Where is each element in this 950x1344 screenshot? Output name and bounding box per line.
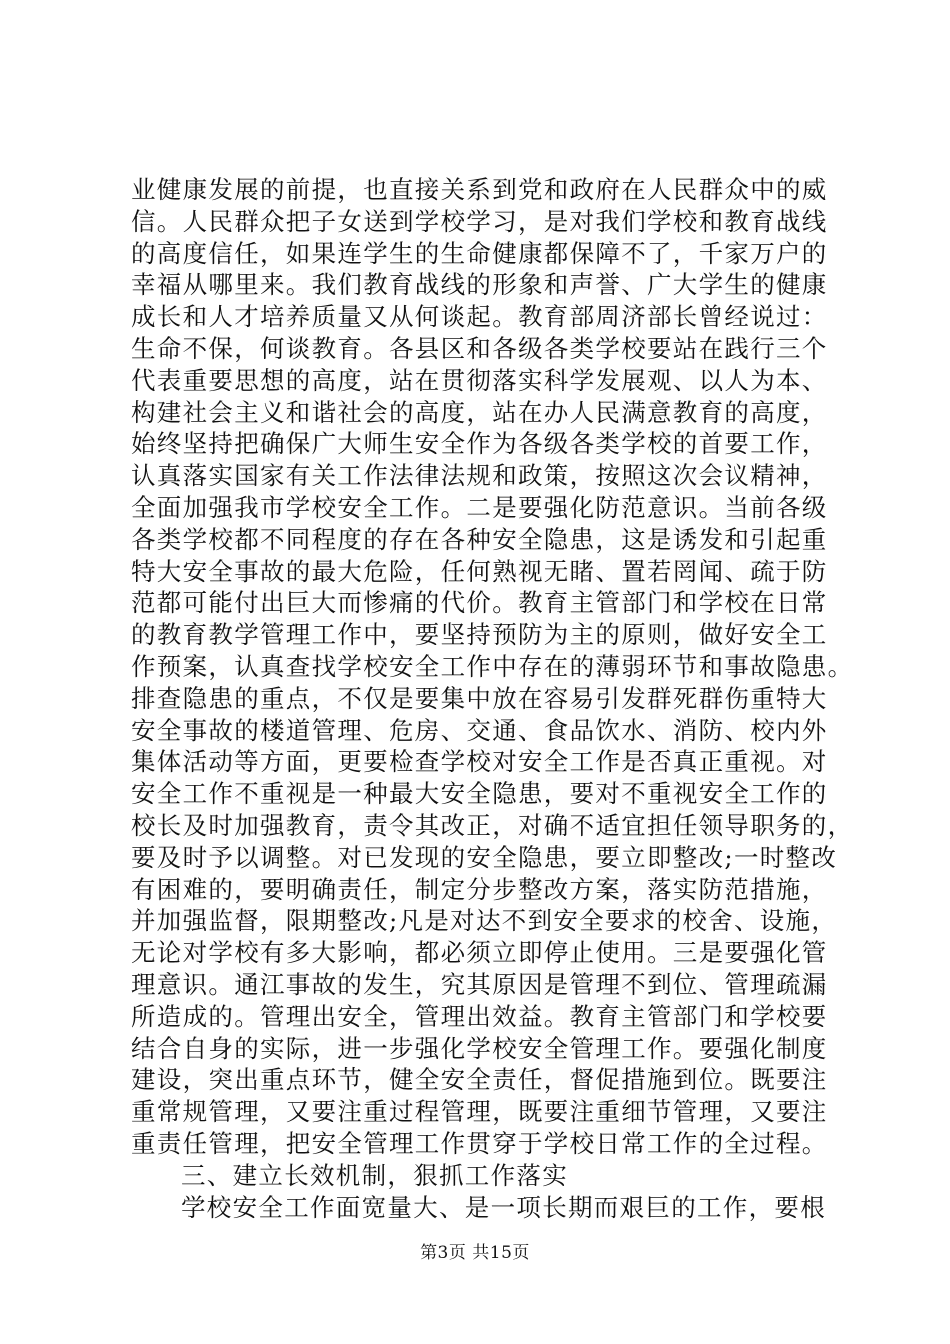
text-line: 范都可能付出巨大而惨痛的代价。教育主管部门和学校在日常: [131, 588, 828, 618]
text-line: 业健康发展的前提，也直接关系到党和政府在人民群众中的威: [131, 175, 828, 204]
text-line: 集体活动等方面，更要检查学校对安全工作是否真正重视。对: [131, 747, 828, 777]
text-line: 所造成的。管理出安全，管理出效益。教育主管部门和学校要: [131, 1001, 828, 1031]
text-line: 校长及时加强教育，责令其改正，对确不适宜担任领导职务的，: [131, 810, 854, 840]
page-indicator: 第3页 共15页: [420, 1243, 530, 1263]
text-line: 理意识。通江事故的发生，究其原因是管理不到位、管理疏漏: [131, 969, 828, 999]
text-line: 代表重要思想的高度，站在贯彻落实科学发展观、以人为本、: [131, 365, 828, 395]
text-line: 结合自身的实际，进一步强化学校安全管理工作。要强化制度: [131, 1033, 828, 1063]
text-line: 重责任管理，把安全管理工作贯穿于学校日常工作的全过程。: [131, 1128, 828, 1158]
section-heading: 三、建立长效机制，狠抓工作落实: [181, 1160, 568, 1190]
text-line: 作预案，认真查找学校安全工作中存在的薄弱环节和事故隐患。: [131, 651, 854, 681]
text-line: 成长和人才培养质量又从何谈起。教育部周济部长曾经说过：: [131, 302, 828, 332]
text-line: 认真落实国家有关工作法律法规和政策，按照这次会议精神，: [131, 461, 828, 491]
text-line: 特大安全事故的最大危险，任何熟视无睹、置若罔闻、疏于防: [131, 556, 828, 586]
text-line: 重常规管理，又要注重过程管理，既要注重细节管理，又要注: [131, 1097, 828, 1127]
text-line: 构建社会主义和谐社会的高度，站在办人民满意教育的高度，: [131, 397, 828, 427]
text-line: 各类学校都不同程度的存在各种安全隐患，这是诱发和引起重: [131, 524, 828, 554]
text-line: 信。人民群众把子女送到学校学习，是对我们学校和教育战线: [131, 206, 828, 236]
text-line: 要及时予以调整。对已发现的安全隐患，要立即整改;一时整改: [131, 842, 838, 872]
text-line: 安全事故的楼道管理、危房、交通、食品饮水、消防、校内外: [131, 715, 828, 745]
text-line: 的教育教学管理工作中，要坚持预防为主的原则，做好安全工: [131, 620, 828, 650]
paragraph-first-line: 学校安全工作面宽量大、是一项长期而艰巨的工作，要根: [181, 1192, 826, 1222]
text-line: 幸福从哪里来。我们教育战线的形象和声誉、广大学生的健康: [131, 270, 828, 300]
body-text: [131, 174, 854, 1223]
text-line: 全面加强我市学校安全工作。二是要强化防范意识。当前各级: [131, 492, 828, 522]
text-line: 建设，突出重点环节，健全安全责任，督促措施到位。既要注: [131, 1065, 828, 1095]
text-line: 安全工作不重视是一种最大安全隐患，要对不重视安全工作的: [131, 779, 828, 809]
text-line: 排查隐患的重点，不仅是要集中放在容易引发群死群伤重特大: [131, 683, 828, 713]
text-line: 并加强监督，限期整改;凡是对达不到安全要求的校舍、设施，: [131, 906, 838, 936]
text-line: 生命不保，何谈教育。各县区和各级各类学校要站在践行三个: [131, 333, 828, 363]
text-line: 无论对学校有多大影响，都必须立即停止使用。三是要强化管: [131, 938, 828, 968]
text-line: 的高度信任，如果连学生的生命健康都保障不了，千家万户的: [131, 238, 828, 268]
page-footer: [0, 1238, 950, 1263]
text-line: 有困难的，要明确责任，制定分步整改方案，落实防范措施，: [131, 874, 828, 904]
text-line: 始终坚持把确保广大师生安全作为各级各类学校的首要工作，: [131, 429, 828, 459]
